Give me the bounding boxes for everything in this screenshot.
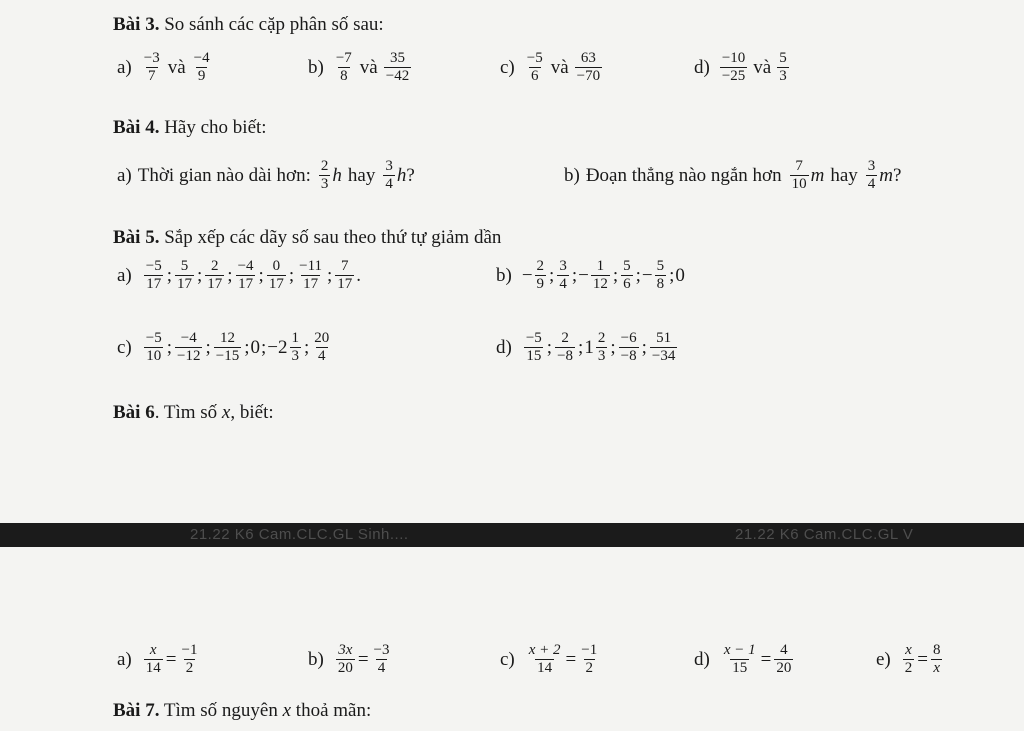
question-text: Đoạn thẳng nào ngắn hơn — [585, 164, 782, 186]
separator: ; — [166, 264, 173, 286]
numerator: 2 — [211, 258, 219, 274]
denominator: 14 — [145, 660, 161, 676]
minus-sign: − — [641, 264, 653, 286]
denominator: −8 — [557, 348, 574, 364]
numerator: −11 — [299, 258, 323, 274]
numerator: 1 — [291, 330, 300, 346]
bai6-number: Bài 6 — [113, 402, 155, 423]
numerator: 63 — [580, 50, 596, 66]
numerator: 7 — [341, 258, 349, 274]
numerator: −5 — [145, 330, 162, 346]
bai4-number: Bài 4. — [113, 117, 160, 138]
sequence-fraction — [312, 330, 331, 365]
numerator: x — [905, 642, 912, 658]
question-mark: ? — [406, 164, 415, 186]
question-mark: ? — [893, 164, 902, 186]
numerator: 3 — [385, 158, 393, 174]
fraction-2 — [777, 50, 789, 85]
bai4-item-a — [117, 158, 415, 193]
numerator: −5 — [526, 50, 543, 66]
unit-2: m — [879, 164, 894, 186]
conjunction: hay — [830, 164, 858, 186]
separator: ; — [288, 264, 295, 286]
numerator: 3x — [338, 642, 353, 658]
bai5-number: Bài 5. — [113, 227, 160, 248]
denominator: 17 — [207, 276, 223, 292]
numerator: −3 — [373, 642, 390, 658]
bai3-item-a — [117, 50, 214, 85]
end-mark: . — [356, 264, 362, 286]
question-text: Thời gian nào dài hơn: — [137, 164, 311, 186]
numerator: −5 — [525, 330, 542, 346]
bai5-item-a — [117, 258, 361, 293]
watermark-left: 21.22 K6 Cam.CLC.GL Sinh.... — [190, 526, 409, 543]
numerator: −10 — [721, 50, 746, 66]
numerator: 2 — [536, 258, 545, 274]
fraction-1 — [334, 50, 354, 85]
conjunction: và — [550, 56, 569, 78]
numerator: 3 — [867, 158, 876, 174]
bai3-number: Bài 3. — [113, 14, 160, 35]
numerator: −7 — [335, 50, 352, 66]
denominator: 2 — [185, 660, 194, 676]
sequence-fraction — [557, 258, 569, 293]
denominator: −25 — [721, 68, 746, 84]
separator: ; — [197, 264, 203, 286]
sequence-fraction — [175, 330, 202, 365]
denominator: −34 — [651, 348, 676, 364]
right-fraction — [931, 642, 943, 677]
separator: ; — [261, 336, 267, 358]
bai6-item-c — [500, 642, 601, 677]
bai7-title-end: thoả mãn: — [291, 700, 372, 721]
conjunction: và — [167, 56, 186, 78]
numerator: 1 — [596, 258, 605, 274]
separator: ; — [258, 264, 264, 286]
sequence-fraction — [205, 258, 224, 293]
numerator: 2 — [561, 330, 569, 346]
minus-sign: − — [521, 264, 533, 286]
numerator: −6 — [620, 330, 637, 346]
item-label: a) — [117, 264, 132, 286]
bai3-item-d — [694, 50, 791, 85]
denominator: 15 — [526, 348, 542, 364]
sequence-fraction — [214, 330, 241, 365]
item-label: d) — [694, 56, 710, 78]
sequence-fraction — [619, 330, 639, 365]
denominator: 7 — [148, 68, 156, 84]
bai5-item-b — [496, 258, 685, 293]
numerator: 5 — [779, 50, 787, 66]
denominator: 3 — [320, 176, 329, 192]
item-label: b) — [564, 164, 580, 186]
separator: ; — [641, 336, 647, 358]
bai5-item-c — [117, 330, 333, 365]
denominator: −15 — [215, 348, 240, 364]
bai6-variable: x — [221, 402, 231, 423]
unit-2: h — [396, 164, 407, 186]
item-label: d) — [496, 336, 512, 358]
denominator: 3 — [291, 348, 300, 364]
denominator: 3 — [779, 68, 787, 84]
sequence-fraction — [175, 258, 194, 293]
sequence-fraction — [524, 330, 544, 365]
separator: ; — [546, 336, 553, 358]
fraction-1 — [790, 158, 809, 193]
item-label: b) — [496, 264, 512, 286]
denominator: 8 — [656, 276, 665, 292]
bai3-heading — [113, 14, 384, 36]
fraction-1 — [720, 50, 747, 85]
bai5-heading — [113, 227, 501, 249]
separator: ; — [669, 264, 675, 286]
numerator: 2 — [597, 330, 606, 346]
bai5-title: Sắp xếp các dãy số sau theo thứ tự giảm dần — [159, 227, 502, 248]
denominator: 20 — [776, 660, 792, 676]
denominator: 6 — [531, 68, 539, 84]
numerator: 3 — [559, 258, 567, 274]
denominator: 8 — [340, 68, 348, 84]
item-label: d) — [694, 648, 710, 670]
sequence-fraction — [144, 330, 164, 365]
separator: ; — [304, 336, 310, 358]
bai5-item-d — [496, 330, 679, 365]
bai4-title: Hãy cho biết: — [159, 117, 267, 138]
numerator: 2 — [320, 158, 329, 174]
sequence-fraction — [297, 258, 324, 293]
denominator: 9 — [536, 276, 545, 292]
denominator: 4 — [385, 176, 393, 192]
sequence-fraction — [650, 330, 677, 365]
denominator: x — [933, 660, 941, 676]
denominator: 4 — [559, 276, 567, 292]
left-fraction — [336, 642, 355, 677]
bai4-heading — [113, 117, 267, 139]
bai7-number: Bài 7. — [113, 700, 160, 721]
numerator: 0 — [272, 258, 281, 274]
numerator: x − 1 — [723, 642, 756, 658]
denominator: 2 — [904, 660, 913, 676]
sequence-fraction — [621, 258, 633, 293]
item-label: b) — [308, 56, 324, 78]
denominator: 4 — [377, 660, 386, 676]
left-fraction — [144, 642, 163, 677]
item-label: c) — [117, 336, 132, 358]
separator: ; — [227, 264, 233, 286]
denominator: 17 — [146, 276, 162, 292]
denominator: −8 — [620, 348, 637, 364]
denominator: 15 — [732, 660, 748, 676]
numerator: 20 — [314, 330, 330, 346]
conjunction: và — [359, 56, 378, 78]
equals-sign: = — [917, 648, 928, 670]
watermark-right: 21.22 K6 Cam.CLC.GL V — [735, 526, 914, 543]
mixed-fraction — [596, 330, 608, 365]
numerator: −1 — [181, 642, 198, 658]
mixed-fraction — [290, 330, 302, 365]
sequence-fraction — [655, 258, 667, 293]
denominator: 17 — [177, 276, 193, 292]
sequence-fraction — [236, 258, 256, 293]
bai6-item-b — [308, 642, 394, 677]
equals-sign: = — [165, 648, 177, 670]
denominator: 10 — [146, 348, 162, 364]
denominator: 20 — [337, 660, 353, 676]
numerator: 51 — [656, 330, 672, 346]
minus-sign: − — [578, 264, 589, 286]
numerator: −3 — [143, 50, 160, 66]
bai3-item-b — [308, 50, 413, 85]
sequence-number: 0 — [675, 264, 685, 286]
denominator: 14 — [537, 660, 553, 676]
separator: ; — [612, 264, 619, 286]
numerator: x + 2 — [528, 642, 561, 658]
denominator: 6 — [623, 276, 631, 292]
right-fraction — [179, 642, 199, 677]
separator: ; — [166, 336, 173, 358]
numerator: −5 — [145, 258, 162, 274]
conjunction: hay — [347, 164, 376, 186]
equals-sign: = — [760, 648, 772, 670]
fraction-2 — [383, 158, 395, 193]
bai6-item-e — [876, 642, 944, 677]
bai4-item-b — [564, 158, 901, 193]
denominator: −42 — [385, 68, 410, 84]
separator: ; — [205, 336, 211, 358]
denominator: −70 — [576, 68, 601, 84]
bai6-heading — [113, 402, 274, 424]
denominator: 4 — [867, 176, 876, 192]
denominator: 17 — [268, 276, 284, 292]
item-label: c) — [500, 56, 515, 78]
denominator: 17 — [303, 276, 319, 292]
fraction-1 — [525, 50, 545, 85]
unit-1: h — [332, 164, 342, 186]
denominator: 17 — [238, 276, 254, 292]
conjunction: và — [753, 56, 772, 78]
item-label: b) — [308, 648, 324, 670]
numerator: 8 — [932, 642, 941, 658]
item-label: a) — [117, 164, 132, 186]
numerator: −4 — [237, 258, 254, 274]
left-fraction — [903, 642, 915, 677]
fraction-1 — [142, 50, 162, 85]
separator: ; — [244, 336, 250, 358]
bai7-title: Tìm số nguyên — [159, 700, 283, 721]
sequence-fraction — [555, 330, 575, 365]
denominator: 9 — [197, 68, 206, 84]
bai7-heading — [113, 700, 371, 722]
equals-sign: = — [357, 648, 369, 670]
fraction-2 — [866, 158, 878, 193]
separator: ; — [635, 264, 641, 286]
numerator: 4 — [780, 642, 788, 658]
bai6-title-end: , biết: — [230, 402, 274, 423]
equals-sign: = — [565, 648, 577, 670]
unit-1: m — [810, 164, 825, 186]
denominator: 4 — [318, 348, 326, 364]
bai6-title: . Tìm số — [154, 402, 222, 423]
fraction-2 — [192, 50, 212, 85]
fraction-1 — [319, 158, 331, 193]
denominator: −12 — [177, 348, 201, 364]
bai3-title: So sánh các cặp phân số sau: — [159, 14, 384, 35]
separator: ; — [327, 264, 333, 286]
separator: ; — [610, 336, 616, 358]
bai6-item-a — [117, 642, 201, 677]
fraction-2 — [575, 50, 602, 85]
item-label: a) — [117, 56, 132, 78]
numerator: 7 — [795, 158, 803, 174]
right-fraction — [372, 642, 392, 677]
right-fraction — [579, 642, 599, 677]
bai3-item-c — [500, 50, 604, 85]
numerator: 5 — [623, 258, 631, 274]
numerator: x — [149, 642, 157, 658]
separator: ; — [571, 264, 578, 286]
sequence-fraction — [335, 258, 354, 293]
separator: ; — [578, 336, 584, 358]
item-label: e) — [876, 648, 891, 670]
denominator: 10 — [791, 176, 807, 192]
mixed-whole: −2 — [267, 336, 288, 358]
denominator: 2 — [585, 660, 593, 676]
left-fraction — [527, 642, 563, 677]
denominator: 3 — [597, 348, 606, 364]
denominator: 17 — [337, 276, 353, 292]
left-fraction — [722, 642, 758, 677]
denominator: 12 — [592, 276, 608, 292]
sequence-fraction — [267, 258, 286, 293]
sequence-number: 0 — [250, 336, 261, 358]
right-fraction — [774, 642, 793, 677]
sequence-fraction — [144, 258, 164, 293]
sequence-fraction — [535, 258, 547, 293]
item-label: a) — [117, 648, 132, 670]
numerator: −1 — [581, 642, 598, 658]
sequence-fraction — [591, 258, 610, 293]
numerator: 5 — [180, 258, 189, 274]
separator: ; — [549, 264, 555, 286]
fraction-2 — [384, 50, 411, 85]
item-label: c) — [500, 648, 515, 670]
bai7-variable: x — [282, 700, 292, 721]
numerator: 12 — [220, 330, 235, 346]
numerator: −4 — [193, 50, 210, 66]
bai6-item-d — [694, 642, 795, 677]
numerator: −4 — [180, 330, 197, 346]
mixed-whole: 1 — [584, 336, 594, 358]
numerator: 35 — [389, 50, 405, 66]
numerator: 5 — [656, 258, 665, 274]
